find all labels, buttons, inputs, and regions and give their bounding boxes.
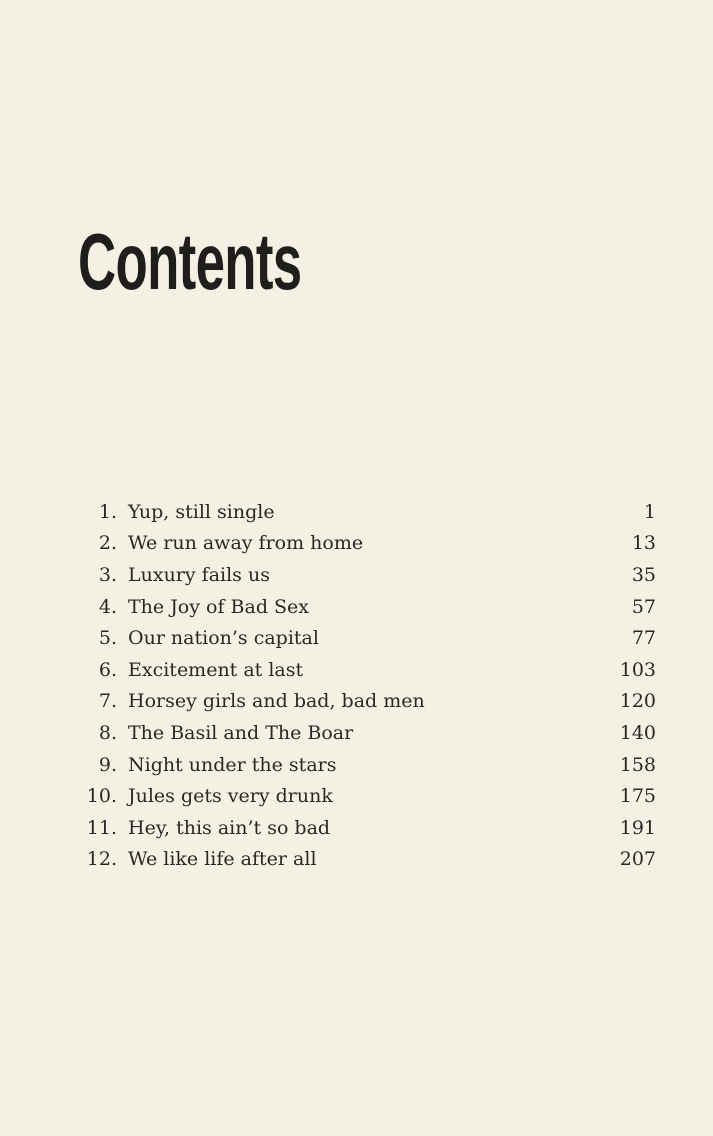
chapter-title: The Joy of Bad Sex: [128, 595, 310, 618]
chapter-title: We run away from home: [128, 532, 364, 555]
toc-entry: [60, 686, 656, 718]
toc-entry: [60, 717, 656, 749]
table-of-contents: [60, 496, 656, 875]
page-title: Contents: [78, 217, 302, 306]
toc-entry: [60, 844, 656, 876]
chapter-number: 10.: [86, 785, 117, 808]
page-number: 207: [619, 848, 656, 871]
page-number: 103: [619, 658, 656, 681]
chapter-number: 6.: [98, 658, 117, 681]
chapter-title: Hey, this ain’t so bad: [128, 816, 331, 839]
chapter-number: 7.: [98, 690, 117, 713]
chapter-title: Night under the stars: [128, 753, 337, 776]
toc-entry: [60, 749, 656, 781]
page-number: 140: [619, 721, 656, 744]
chapter-number: 3.: [98, 563, 117, 586]
toc-entry: [60, 812, 656, 844]
toc-entry: [60, 496, 656, 528]
chapter-number: 9.: [98, 753, 117, 776]
page-number: 57: [631, 595, 656, 618]
page-number: 35: [631, 563, 656, 586]
chapter-number: 5.: [98, 627, 117, 650]
chapter-title: We like life after all: [128, 848, 317, 871]
page-number: 158: [619, 753, 656, 776]
toc-entry: [60, 622, 656, 654]
chapter-title: Luxury fails us: [128, 563, 270, 586]
toc-entry: [60, 591, 656, 623]
chapter-number: 1.: [98, 500, 117, 523]
page-number: 120: [619, 690, 656, 713]
chapter-title: The Basil and The Boar: [128, 721, 354, 744]
chapter-title: Horsey girls and bad, bad men: [128, 690, 425, 713]
chapter-title: Excitement at last: [128, 658, 304, 681]
chapter-title: Jules gets very drunk: [128, 785, 333, 808]
chapter-title: Yup, still single: [128, 500, 275, 523]
chapter-number: 11.: [86, 816, 117, 839]
toc-entry: [60, 654, 656, 686]
page-number: 191: [619, 816, 656, 839]
chapter-number: 4.: [98, 595, 117, 618]
toc-entry: [60, 528, 656, 560]
toc-entry: [60, 780, 656, 812]
chapter-number: 12.: [86, 848, 117, 871]
chapter-title: Our nation’s capital: [128, 627, 319, 650]
chapter-number: 8.: [98, 721, 117, 744]
page-number: 77: [631, 627, 656, 650]
page-number: 13: [631, 532, 656, 555]
page-number: 1: [643, 500, 656, 523]
page-number: 175: [619, 785, 656, 808]
toc-entry: [60, 559, 656, 591]
chapter-number: 2.: [98, 532, 117, 555]
